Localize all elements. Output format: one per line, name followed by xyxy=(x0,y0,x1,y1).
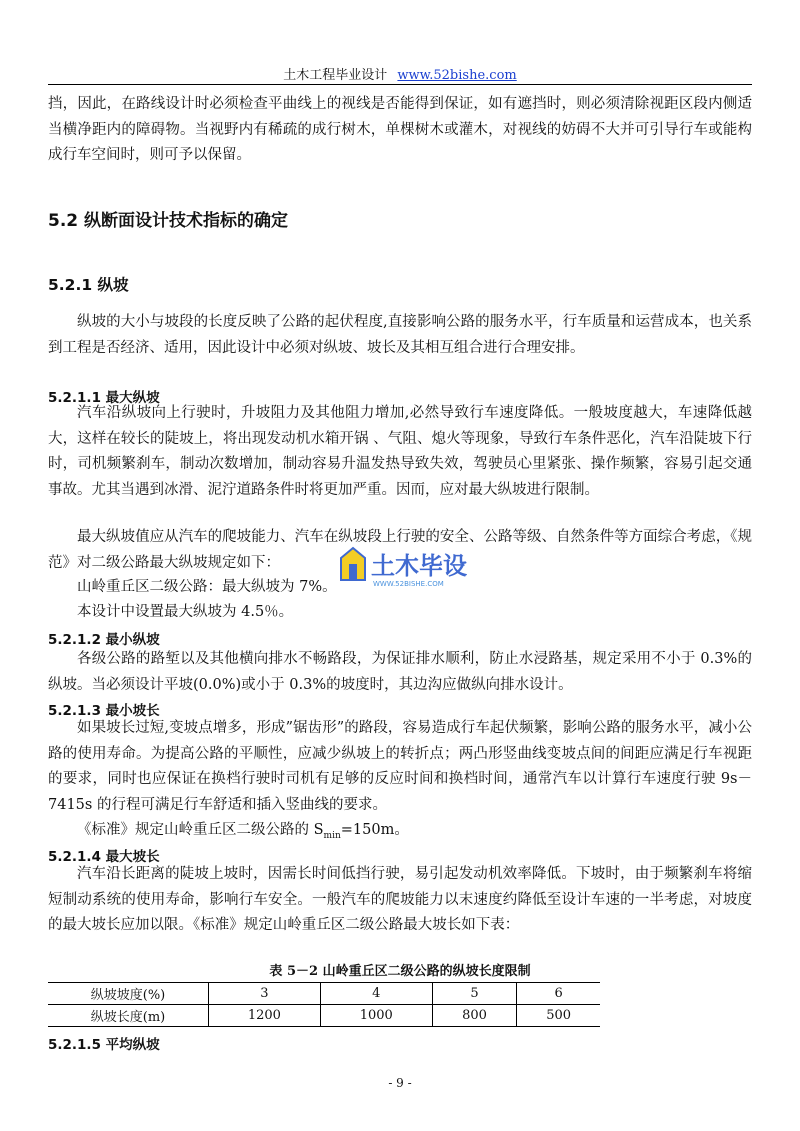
paragraph-max-grade-rule: 最大纵坡值应从汽车的爬坡能力、汽车在纵坡段上行驶的安全、公路等级、自然条件等方面综合考虑，《规范》对二级公路最大纵坡规定如下： xyxy=(48,529,752,571)
paragraph-min-length: 如果坡长过短,变坡点增多，形成”锯齿形”的路段，容易造成行车起伏频繁，影响公路的服务水平，减小公路的使用寿命。为提高公路的平顺性，应减少纵坡上的转折点；两凸形竖曲线变坡点间的间距应满足行车视距的要求，同时也应保证在换档行驶时司机有足够的反应时间和换档时间，通常汽车以计算行车速度行驶 9s－7415s 的行程可满足行车舒适和插入竖曲线的要求。 xyxy=(48,720,752,813)
heading-max-grade: 5.2.1.1 最大纵坡 xyxy=(48,390,160,406)
table-caption: 表 5－2 山岭重丘区二级公路的纵坡长度限制 xyxy=(269,964,531,979)
table-cell: 1000 xyxy=(320,1005,432,1027)
table-cell: 3 xyxy=(209,983,321,1005)
heading-min-grade: 5.2.1.2 最小纵坡 xyxy=(48,632,160,648)
heading-max-length: 5.2.1.4 最大坡长 xyxy=(48,849,160,865)
header-rule xyxy=(48,84,752,85)
paragraph-min-grade: 各级公路的路堑以及其他横向排水不畅路段，为保证排水顺利，防止水浸路基，规定采用不小于 0.3%的纵坡。当必须设计平坡(0.0%)或小于 0.3%的坡度时，其边沟应做纵向排水设计。 xyxy=(48,651,752,693)
grade-length-table xyxy=(48,982,600,1027)
heading-min-length: 5.2.1.3 最小坡长 xyxy=(48,703,160,719)
table-cell: 1200 xyxy=(209,1005,321,1027)
paragraph-max-grade-value: 山岭重丘区二级公路：最大纵坡为 7%。 xyxy=(77,579,337,595)
subsection-heading: 5.2.1 纵坡 xyxy=(48,276,129,294)
table-row xyxy=(48,1005,600,1027)
table-cell: 5 xyxy=(432,983,517,1005)
paragraph-max-length: 汽车沿长距离的陡坡上坡时，因需长时间低挡行驶，易引起发动机效率降低。下坡时，由于频繁刹车将缩短制动系统的使用寿命，影响行车安全。一般汽车的爬坡能力以末速度约降低至设计车速的一半考虑，对坡度的最大坡长应加以限。《标准》规定山岭重丘区二级公路最大坡长如下表： xyxy=(48,866,752,933)
table-cell: 800 xyxy=(432,1005,517,1027)
paragraph-continued: 挡，因此，在路线设计时必须检查平曲线上的视线是否能得到保证，如有遮挡时，则必须清除视距区段内侧适当横净距内的障碍物。当视野内有稀疏的成行树木，单棵树木或灌木，对视线的妨碍不大并可引导行车或能构成行车空间时，则可予以保留。 xyxy=(48,96,752,163)
watermark-text: 土木毕设 xyxy=(371,552,467,580)
watermark-logo xyxy=(335,540,495,592)
table-row-label: 纵坡坡度(%) xyxy=(48,983,209,1005)
table-cell: 6 xyxy=(517,983,600,1005)
table-cell: 500 xyxy=(517,1005,600,1027)
page-header xyxy=(48,64,752,83)
header-title: 土木工程毕业设计 xyxy=(283,68,388,83)
header-site-link[interactable]: www.52bishe.com xyxy=(397,68,517,83)
paragraph-intro: 纵坡的大小与坡段的长度反映了公路的起伏程度,直接影响公路的服务水平，行车质量和运营成本，也关系到工程是否经济、适用，因此设计中必须对纵坡、坡长及其相互组合进行合理安排。 xyxy=(48,314,752,356)
heading-avg-grade: 5.2.1.5 平均纵坡 xyxy=(48,1037,160,1053)
section-heading: 5.2 纵断面设计技术指标的确定 xyxy=(48,211,289,231)
paragraph-max-grade: 汽车沿纵坡向上行驶时，升坡阻力及其他阻力增加,必然导致行车速度降低。一般坡度越大，车速降低越大，这样在较长的陡坡上，将出现发动机水箱开锅 、气阻、熄火等现象，导致行车条件恶化，汽车沿陡坡下行时，司机频繁刹车，制动次数增加，制动容易升温发热导致失效，驾驶员心里紧张、操作频繁，容易引起交通事故。尤其当遇到冰滑、泥泞道路条件时将更加严重。因而，应对最大纵坡进行限制。 xyxy=(48,405,752,498)
paragraph-design-grade: 本设计中设置最大纵坡为 4.5％。 xyxy=(77,604,294,620)
table-cell: 4 xyxy=(320,983,432,1005)
min-length-text: 《标准》规定山岭重丘区二级公路的 S xyxy=(77,822,324,838)
table-row xyxy=(48,983,600,1005)
page-number: - 9 - xyxy=(388,1076,412,1090)
watermark-sub: WWW.52BISHE.COM xyxy=(373,580,444,588)
table-row-label: 纵坡长度(m) xyxy=(48,1005,209,1027)
min-length-value: =150m。 xyxy=(340,822,409,838)
min-length-subscript: min xyxy=(323,830,341,841)
